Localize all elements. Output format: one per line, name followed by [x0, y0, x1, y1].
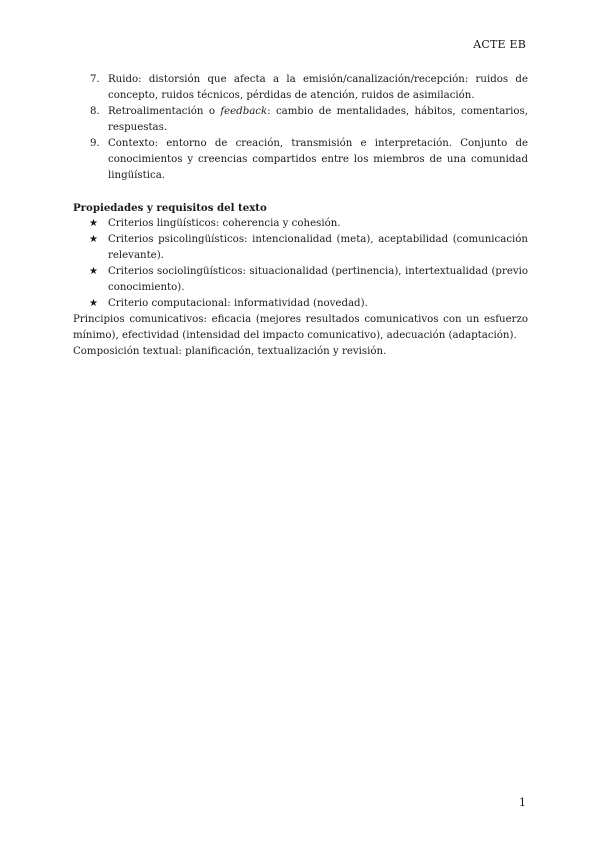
- list-item-italic-term: feedback: [220, 106, 268, 117]
- star-icon: ★: [89, 266, 98, 277]
- list-item: [73, 136, 528, 184]
- list-item-text: Criterios lingüísticos: coherencia y cohesión.: [108, 218, 341, 229]
- list-item-text: Ruido: distorsión que afecta a la emisión/canalización/recepción: ruidos de concepto, ruidos técnicos, pérdidas de atención, ruidos de asimilación.: [108, 74, 528, 101]
- page-number: 1: [519, 796, 526, 809]
- paragraph-composition: Composición textual: planificación, textualización y revisión.: [73, 346, 387, 357]
- list-item: [73, 104, 528, 136]
- list-item-text: Criterios sociolingüísticos: situacionalidad (pertinencia), intertextualidad (previo conocimiento).: [108, 266, 528, 293]
- star-icon: ★: [89, 234, 98, 245]
- page-body: [73, 72, 528, 360]
- list-item-text: Criterio computacional: informatividad (novedad).: [108, 298, 368, 309]
- list-item: [73, 264, 528, 296]
- paragraph-principles: Principios comunicativos: eficacia (mejores resultados comunicativos con un esfuerzo mínimo), efectividad (intensidad del impacto comunicativo), adecuación (adaptación).: [73, 314, 528, 341]
- bullet-list: [73, 216, 528, 312]
- list-item-text: Criterios psicolingüísticos: intencionalidad (meta), aceptabilidad (comunicación relevante).: [108, 234, 528, 261]
- list-item: [73, 232, 528, 264]
- running-header: ACTE EB: [473, 38, 526, 51]
- list-item-text: Retroalimentación o: [108, 106, 221, 117]
- list-item: [73, 296, 528, 312]
- star-icon: ★: [89, 298, 98, 309]
- list-item-text-rest: : cambio de mentalidades, hábitos, comentarios, respuestas.: [108, 106, 528, 133]
- star-icon: ★: [89, 218, 98, 229]
- list-item: [73, 216, 528, 232]
- list-item-text: Contexto: entorno de creación, transmisión e interpretación. Conjunto de conocimientos y creencias compartidos entre los miembros de una comunidad lingüística.: [108, 138, 528, 181]
- list-item-number: 9.: [90, 138, 100, 149]
- list-item-number: 8.: [90, 106, 100, 117]
- list-item: [73, 72, 528, 104]
- section-heading: Propiedades y requisitos del texto: [73, 202, 267, 214]
- list-item-number: 7.: [90, 74, 100, 85]
- numbered-list: [73, 72, 528, 184]
